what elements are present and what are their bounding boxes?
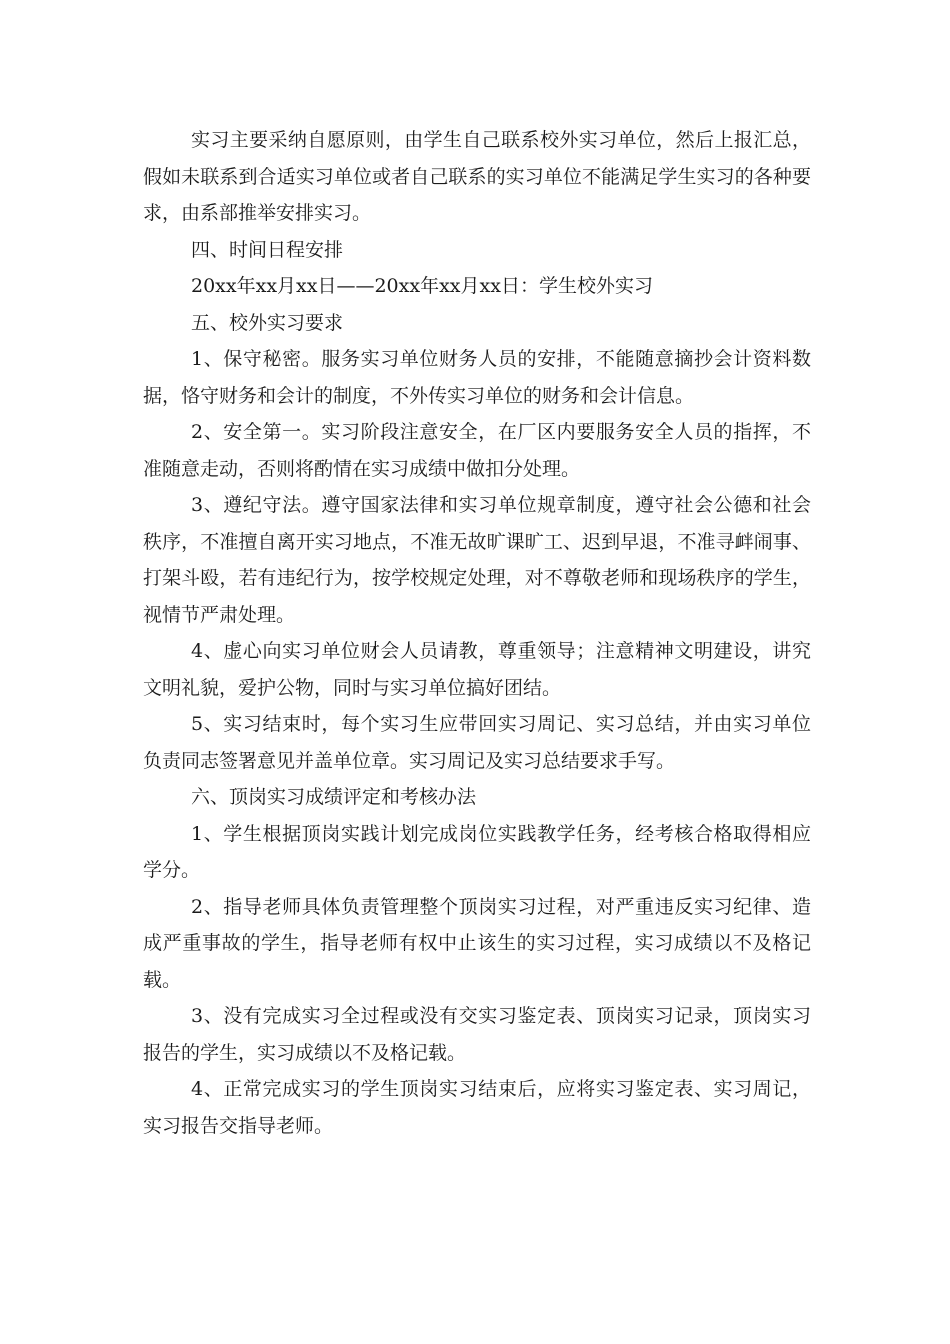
requirement-item-2: 2、安全第一。实习阶段注意安全，在厂区内要服务安全人员的指挥，不准随意走动，否则将酌情在实习成绩中做扣分处理。 xyxy=(143,421,811,480)
section-heading-requirements: 五、校外实习要求 xyxy=(191,311,344,334)
assessment-item-1: 1、学生根据顶岗实践计划完成岗位实践教学任务，经考核合格取得相应学分。 xyxy=(143,822,811,881)
assessment-item-2: 2、指导老师具体负责管理整个顶岗实习过程，对严重违反实习纪律、造成严重事故的学生，指导老师有权中止该生的实习过程，实习成绩以不及格记载。 xyxy=(143,895,811,991)
section-heading-assessment: 六、顶岗实习成绩评定和考核办法 xyxy=(191,786,477,808)
requirement-item-1: 1、保守秘密。服务实习单位财务人员的安排，不能随意摘抄会计资料数据，恪守财务和会计的制度，不外传实习单位的财务和会计信息。 xyxy=(143,348,811,407)
requirement-item-4: 4、虚心向实习单位财会人员请教，尊重领导；注意精神文明建设，讲究文明礼貌，爱护公物，同时与实习单位搞好团结。 xyxy=(143,640,811,699)
assessment-item-3: 3、没有完成实习全过程或没有交实习鉴定表、顶岗实习记录，顶岗实习报告的学生，实习成绩以不及格记载。 xyxy=(143,1005,811,1064)
requirement-item-3: 3、遵纪守法。遵守国家法律和实习单位规章制度，遵守社会公德和社会秩序，不准擅自离开实习地点，不准无故旷课旷工、迟到早退，不准寻衅闹事、打架斗殴，若有违纪行为，按学校规定处理，对不尊敬老师和现场秩序的学生，视情节严肃处理。 xyxy=(143,494,811,626)
requirement-item-5: 5、实习结束时，每个实习生应带回实习周记、实习总结，并由实习单位负责同志签署意见并盖单位章。实习周记及实习总结要求手写。 xyxy=(143,713,811,772)
section-heading-schedule: 四、时间日程安排 xyxy=(191,238,344,261)
assessment-item-4: 4、正常完成实习的学生顶岗实习结束后，应将实习鉴定表、实习周记，实习报告交指导老师。 xyxy=(143,1078,811,1137)
schedule-dates: 20xx年xx月xx日——20xx年xx月xx日：学生校外实习 xyxy=(191,275,653,297)
paragraph-intro: 实习主要采纳自愿原则，由学生自己联系校外实习单位，然后上报汇总，假如未联系到合适实习单位或者自己联系的实习单位不能满足学生实习的各种要求，由系部推举安排实习。 xyxy=(143,129,811,224)
document-body xyxy=(143,122,811,1144)
